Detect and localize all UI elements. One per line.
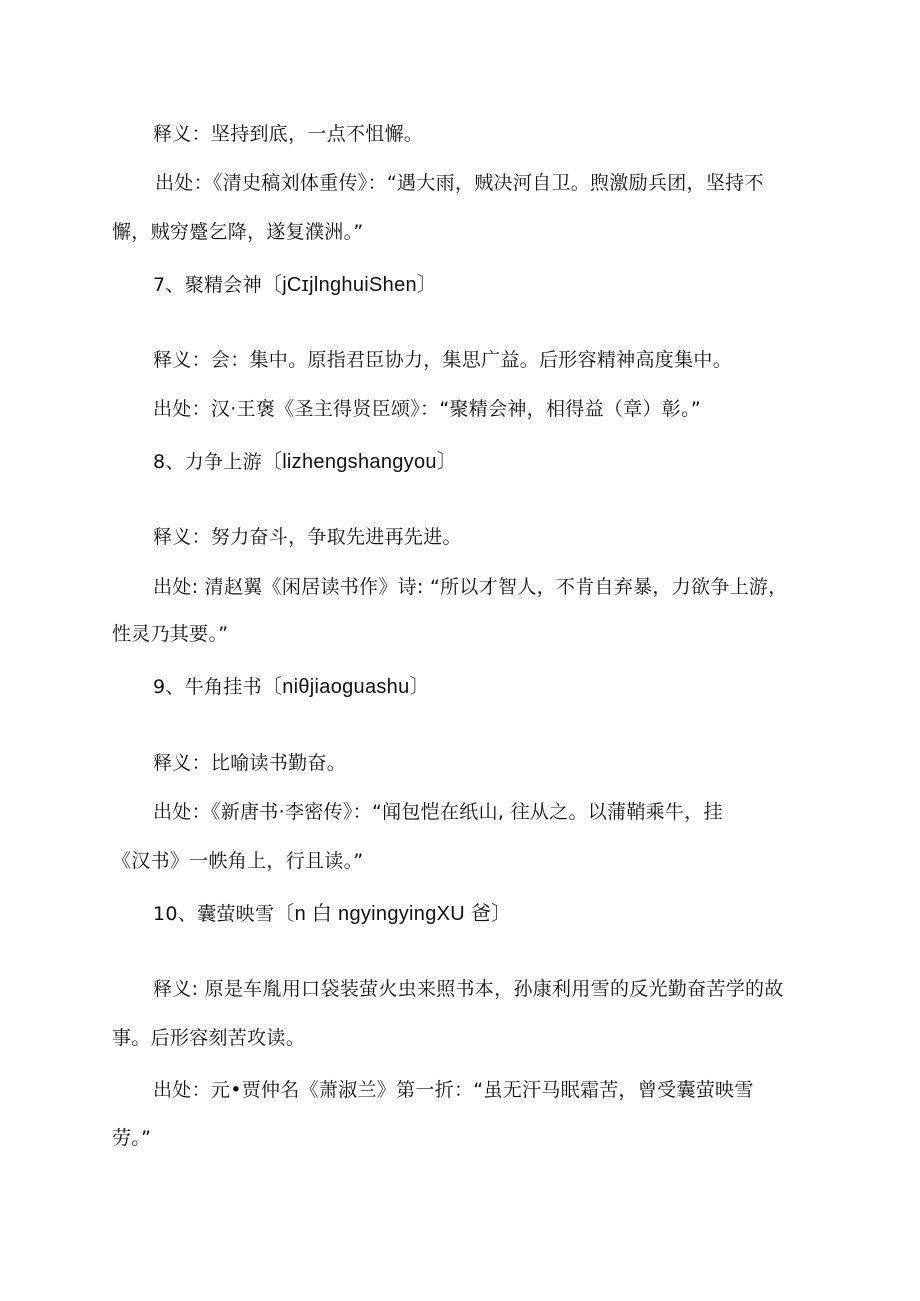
meaning-10-line2: 事。后形容刻苦攻读。 — [112, 1027, 306, 1049]
meaning-8: 释义：努力奋斗，争取先进再先进。 — [153, 526, 462, 548]
idiom-pinyin-7: 〔jCɪjlnghuiShen〕 — [261, 274, 438, 296]
meaning-6: 释义：坚持到底，一点不怚懈。 — [153, 123, 424, 145]
meaning-7: 释义：会：集中。原指君臣协力，集思广益。后形容精神高度集中。 — [153, 349, 733, 371]
source-9-line2: 《汉书》一帙角上，行且读。” — [112, 850, 364, 872]
idiom-heading-10 — [153, 902, 511, 926]
source-10-line1: 出处：元•贾仲名《萧淑兰》第一折：“虽无汗马眠霜苦，曾受囊萤映雪 — [153, 1079, 754, 1101]
idiom-title-10: 10、囊萤映雪 — [153, 903, 275, 925]
idiom-title-8: 8、力争上游 — [153, 451, 262, 473]
meaning-9: 释义：比喻读书勤奋。 — [153, 752, 347, 774]
idiom-heading-7 — [153, 273, 437, 297]
source-9-line1: 出处：《新唐书·李密传》：“闻包恺在纸山, 往从之。以蒲鞘乘牛，挂 — [153, 801, 723, 823]
source-6-line2: 懈，贼穷蹙乞降，遂复濮洲。” — [112, 221, 364, 243]
meaning-10-line1: 释义: 原是车胤用口袋装萤火虫来照书本，孙康利用雪的反光勤奋苦学的故 — [153, 978, 784, 1000]
source-8-line1: 出处: 清赵翼《闲居读书作》诗: “所以才智人，不肯自弃暴，力欲争上游， — [153, 576, 788, 598]
source-8-line2: 性灵乃其要。” — [112, 623, 229, 645]
idiom-title-9: 9、牛角挂书 — [153, 676, 262, 698]
idiom-pinyin-10: 〔n 白 ngyingyingXU 爸〕 — [274, 903, 512, 925]
idiom-pinyin-8: 〔lizhengshangyou〕 — [261, 451, 458, 473]
source-7-line1: 出处：汉·王褒《圣主得贤臣颂》：“聚精会神，相得益（章）彰。” — [153, 398, 702, 420]
idiom-heading-8 — [153, 450, 457, 474]
source-10-line2: 劳。” — [112, 1127, 152, 1149]
idiom-pinyin-9: 〔niθjiaoguashu〕 — [261, 676, 430, 698]
idiom-title-7: 7、聚精会神 — [153, 274, 262, 296]
idiom-heading-9 — [153, 675, 430, 699]
source-6-line1: 出处：《清史稿刘体重传》：“遇大雨，贼决河自卫。煦激励兵团，坚持不 — [155, 172, 764, 194]
